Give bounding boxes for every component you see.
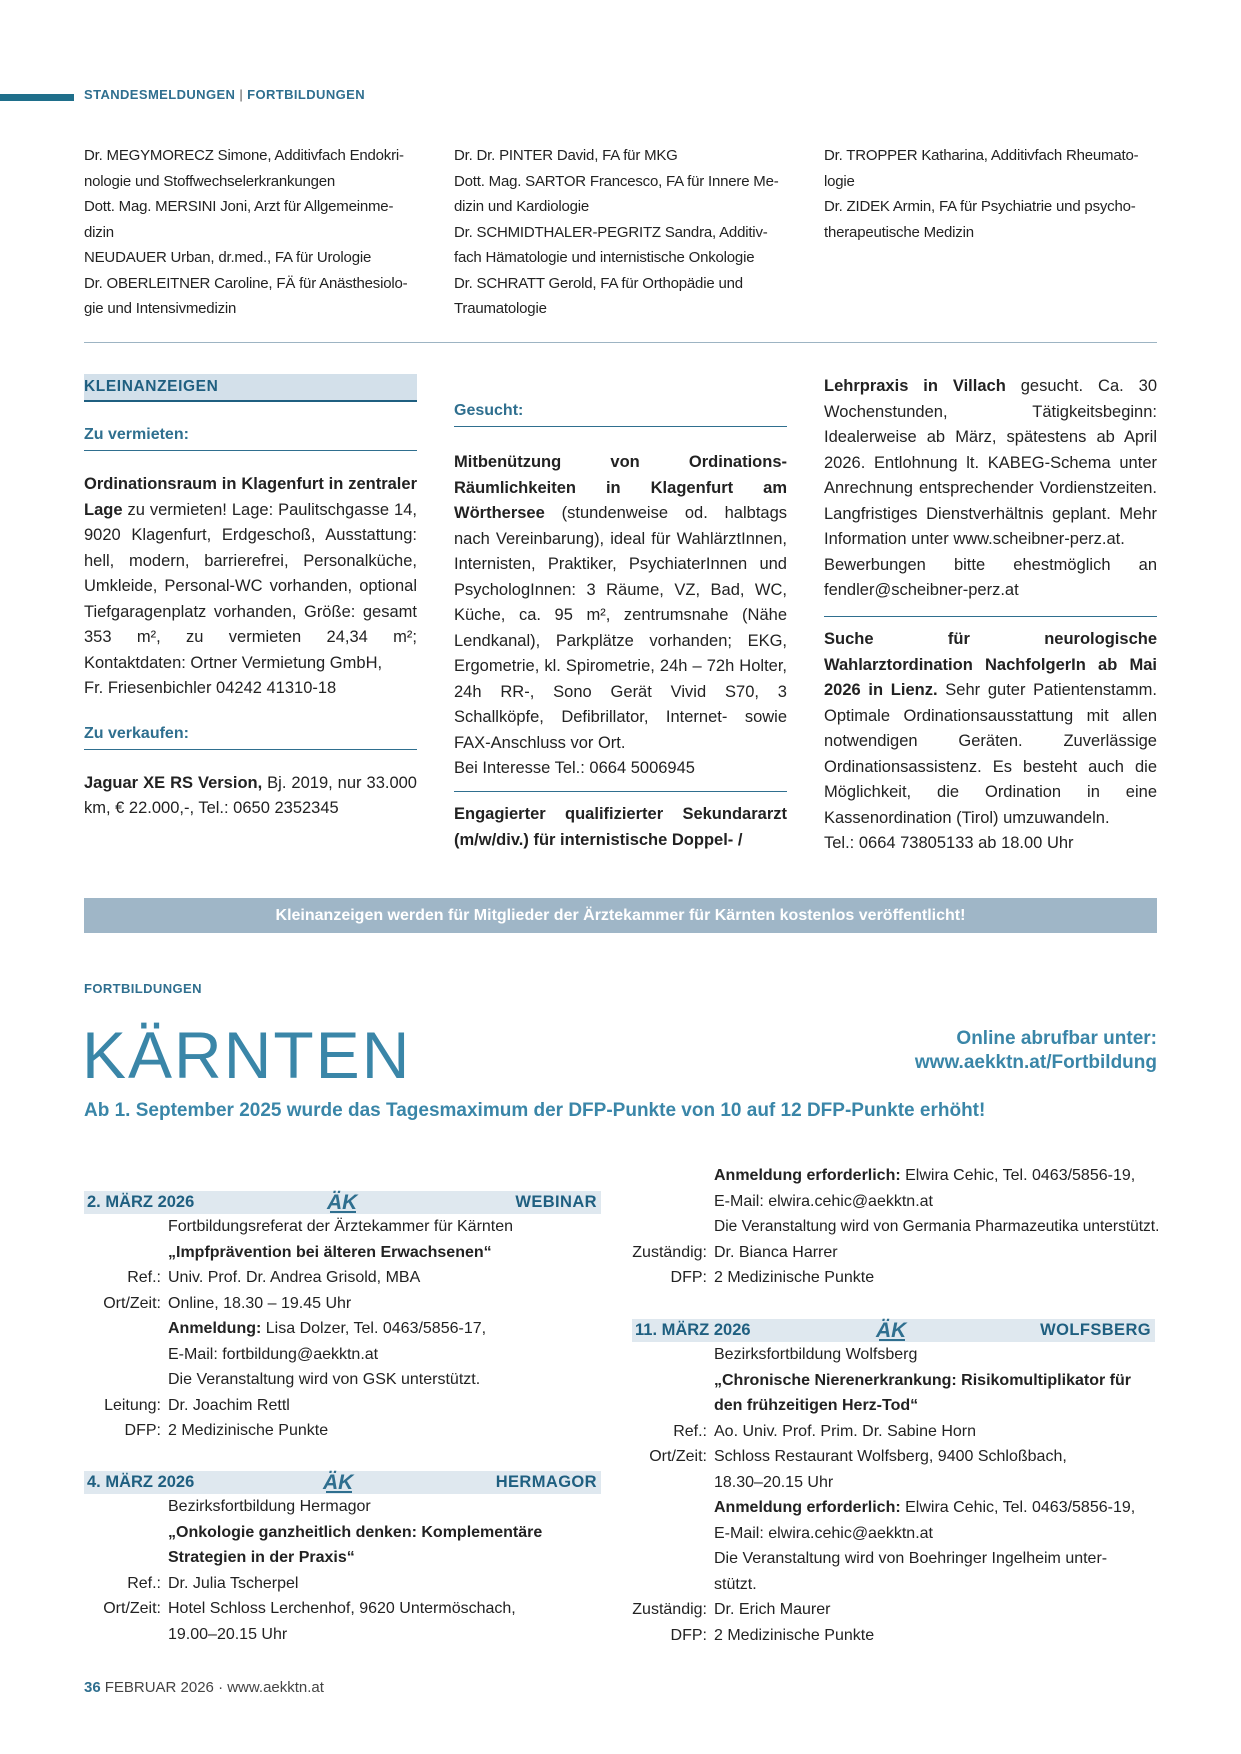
- ad-mitbenuetzung-text: (stundenweise od. halbtags nach Vereinbarung), ideal für WahlärztInnen, Internisten, Praktiker, PsychiaterInnen und PsychologInnen: 3 Räume, VZ, Bad, WC, Küche, ca. 95 m², zentrumsnahe (Nähe Lendkanal), Parkplätze vorhanden; EKG, Ergometrie, kl. Spirometrie, 24h – 72h Holter, 24h RR-, Sono Gerät Vivid S70, 3 Schallköpfe, Defibrillator, Internet- sowie FAX-Anschluss vor Ort.: [454, 504, 787, 752]
- fortbildungen-label: FORTBILDUNGEN: [84, 981, 202, 996]
- event-registration: [714, 1495, 1135, 1521]
- member-list-line: Dr. SCHRATT Gerold, FA für Orthopädie und: [454, 274, 743, 292]
- svg-text:ÄK: ÄK: [876, 1319, 907, 1342]
- ort-label: Ort/Zeit:: [103, 1294, 161, 1312]
- dfp-label: DFP:: [670, 1269, 707, 1286]
- online-link[interactable]: www.aekktn.at/Fortbildung: [914, 1052, 1157, 1073]
- header-accent-bar: [0, 94, 74, 101]
- ad-ordinationsraum-text: zu vermieten! Lage: Paulitschgasse 14, 9020 Klagenfurt, Erdgeschoß, Ausstattung: hell, modern, barrierefrei, Personalküche, Umkleide, Personal-WC vorhanden, optional Tiefgaragenplatz vorhanden, Größe: gesamt 353 m², zu vermieten 24,34 m²; Kontaktdaten: Ortner Vermietung GmbH,: [84, 500, 417, 672]
- registration-label: Anmeldung:: [168, 1320, 262, 1337]
- section-header-standesmeldungen: STANDESMELDUNGEN: [84, 87, 236, 102]
- aek-logo-icon: [322, 1467, 356, 1495]
- event-sponsor-2: stützt.: [714, 1575, 757, 1593]
- event-referent: Dr. Julia Tscherpel: [168, 1574, 299, 1592]
- member-list-line: Dott. Mag. MERSINI Joni, Arzt für Allgemeinme-: [84, 198, 394, 215]
- ad-jaguar-title: Jaguar XE RS Version,: [84, 773, 263, 792]
- online-label: Online abrufbar unter:: [956, 1028, 1157, 1049]
- svg-text:ÄK: ÄK: [323, 1471, 354, 1494]
- event-zustaendig: Dr. Bianca Harrer: [714, 1243, 838, 1261]
- ad-neurologie-text: Sehr guter Patientenstamm. Optimale Ordinationsausstattung mit allen notwendigen Geräten. Zuverlässige Ordinationsassistenz. Es besteht auch die Möglichkeit, die Ordination in eine Kassenordination (Tirol) umzuwandeln.: [824, 681, 1157, 827]
- event-title: „Impfprävention bei älteren Erwachsenen“: [168, 1243, 492, 1261]
- event-title: „Chronische Nierenerkrankung: Risikomultiplikator für: [714, 1371, 1131, 1389]
- zustaendig-label: Zuständig:: [632, 1243, 707, 1261]
- event-dfp: 2 Medizinische Punkte: [714, 1269, 875, 1286]
- event-organizer: Bezirksfortbildung Hermagor: [168, 1498, 371, 1515]
- member-list-line: dizin und Kardiologie: [454, 198, 590, 215]
- page-title: KÄRNTEN: [82, 1018, 412, 1092]
- kleinanzeigen-col-3: [824, 374, 1157, 857]
- member-list-line: fach Hämatologie und internistische Onkologie: [454, 249, 755, 266]
- event-email[interactable]: E-Mail: fortbildung@aekktn.at: [168, 1345, 379, 1363]
- event-sponsor: Die Veranstaltung wird von GSK unterstützt.: [168, 1371, 481, 1388]
- ref-label: Ref.:: [127, 1574, 161, 1592]
- event-title: „Onkologie ganzheitlich denken: Komplementäre: [168, 1523, 543, 1541]
- kleinanzeigen-col-2: [454, 400, 787, 853]
- event-sponsor: Die Veranstaltung wird von Boehringer Ingelheim unter-: [714, 1550, 1108, 1567]
- ad-neurologie-title: Suche für neurologische Wahlarztordination NachfolgerIn ab Mai 2026 in Lienz.: [824, 630, 1157, 699]
- page-footer: [84, 1679, 324, 1696]
- event-organizer: Fortbildungsreferat der Ärztekammer für Kärnten: [168, 1218, 514, 1235]
- ad-neurologie-contact: Tel.: 0664 73805133 ab 18.00 Uhr: [824, 834, 1074, 852]
- leitung-label: Leitung:: [104, 1396, 161, 1414]
- member-list-line: Dr. OBERLEITNER Caroline, FÄ für Anästhesiolo-: [84, 274, 408, 292]
- ad-mitbenuetzung: [454, 450, 787, 782]
- registration-label: Anmeldung erforderlich:: [714, 1499, 901, 1516]
- kleinanzeigen-title: KLEINANZEIGEN: [84, 374, 417, 402]
- section-header-fortbildungen: FORTBILDUNGEN: [247, 87, 365, 102]
- member-list-line: Dott. Mag. SARTOR Francesco, FA für Innere Me-: [454, 172, 779, 190]
- ad-ordinationsraum: [84, 472, 417, 702]
- event-organizer: Bezirksfortbildung Wolfsberg: [714, 1346, 918, 1363]
- member-list-col-1: [84, 143, 420, 322]
- ad-ordinationsraum-contact: Fr. Friesenbichler 04242 41310-18: [84, 679, 337, 697]
- ort-label: Ort/Zeit:: [649, 1448, 707, 1465]
- aek-logo-icon: [875, 1315, 909, 1343]
- event-sponsor: Die Veranstaltung wird von Germania Pharmazeutika unterstützt.: [714, 1218, 1160, 1235]
- section-divider: [84, 342, 1157, 343]
- ad-separator: [824, 616, 1157, 618]
- zu-verkaufen-heading: Zu verkaufen:: [84, 723, 417, 750]
- online-info: [915, 1027, 1157, 1075]
- event-email[interactable]: E-Mail: elwira.cehic@aekktn.at: [714, 1192, 933, 1210]
- member-list-col-3: [824, 143, 1160, 245]
- member-list-line: nologie und Stoffwechselerkrankungen: [84, 172, 336, 190]
- dfp-notice: Ab 1. September 2025 wurde das Tagesmaximum der DFP-Punkte von 10 auf 12 DFP-Punkte erhöht!: [84, 1100, 986, 1121]
- event-header-wolfsberg: [632, 1319, 1155, 1342]
- event-place: WOLFSBERG: [1040, 1321, 1151, 1339]
- event-registration: [714, 1163, 1135, 1189]
- member-list-col-2: [454, 143, 790, 322]
- member-list-line: Traumatologie: [454, 300, 547, 317]
- event-date: 11. MÄRZ 2026: [635, 1321, 751, 1339]
- ad-neurologie: [824, 627, 1157, 857]
- event-location: Schloss Restaurant Wolfsberg, 9400 Schloßbach,: [714, 1448, 1067, 1465]
- event-title-2: Strategien in der Praxis“: [168, 1549, 355, 1566]
- member-list-line: Dr. TROPPER Katharina, Additivfach Rheumato-: [824, 147, 1139, 164]
- event-header-hermagor: [84, 1471, 601, 1494]
- member-list-line: gie und Intensivmedizin: [84, 300, 237, 317]
- zustaendig-label: Zuständig:: [632, 1601, 707, 1618]
- registration-contact: Elwira Cehic, Tel. 0463/5856-19,: [900, 1499, 1136, 1516]
- event-title-2: den frühzeitigen Herz-Tod“: [714, 1397, 919, 1414]
- event-place: HERMAGOR: [495, 1473, 597, 1491]
- ad-sekundararzt-contact: Bewerbungen bitte ehestmöglich an fendler@scheibner-perz.at: [824, 555, 1157, 599]
- ad-ordinationsraum-title: Ordinationsraum in Klagenfurt in zentraler Lage: [84, 475, 417, 519]
- event-location: Hotel Schloss Lerchenhof, 9620 Untermöschach,: [168, 1600, 516, 1617]
- event-referent: Ao. Univ. Prof. Prim. Dr. Sabine Horn: [714, 1422, 977, 1440]
- ad-sekundararzt-text: gesucht. Ca. 30 Wochenstunden, Tätigkeitsbeginn: Idealerweise ab März, spätestens ab April 2026. Entlohnung lt. KABEG-Schema unter Anrechnung entsprechender Vordienstzeiten. Langfristiges Dienstverhältnis geplant. Mehr Information unter www.scheibner-perz.at.: [824, 377, 1157, 548]
- event-date: 4. MÄRZ 2026: [87, 1473, 195, 1491]
- ad-sekundararzt-title: Engagierter qualifizierter Sekundararzt (m/w/div.) für internistische Doppel- /: [454, 805, 787, 849]
- event-place: WEBINAR: [515, 1193, 597, 1211]
- dfp-label: DFP:: [670, 1626, 707, 1644]
- ref-label: Ref.:: [127, 1269, 161, 1286]
- registration-label: Anmeldung erforderlich:: [714, 1167, 901, 1184]
- member-list-line: Dr. Dr. PINTER David, FA für MKG: [454, 147, 678, 164]
- kleinanzeigen-banner: Kleinanzeigen werden für Mitglieder der Ärztekammer für Kärnten kostenlos veröffentlicht!: [84, 898, 1157, 933]
- member-list-line: NEUDAUER Urban, dr.med., FA für Urologie: [84, 249, 372, 266]
- registration-contact: Lisa Dolzer, Tel. 0463/5856-17,: [261, 1320, 487, 1337]
- aek-logo-icon: [326, 1187, 360, 1215]
- event-leitung: Dr. Joachim Rettl: [168, 1396, 290, 1414]
- event-header-webinar: [84, 1191, 601, 1214]
- member-list-line: Dr. ZIDEK Armin, FA für Psychiatrie und psycho-: [824, 198, 1136, 215]
- member-list-line: Dr. MEGYMORECZ Simone, Additivfach Endokri-: [84, 147, 404, 164]
- ad-sekundararzt-title-2: Lehrpraxis in Villach: [824, 377, 1006, 395]
- event-dfp: 2 Medizinische Punkte: [714, 1626, 875, 1644]
- event-dfp: 2 Medizinische Punkte: [168, 1422, 329, 1439]
- event-referent: Univ. Prof. Dr. Andrea Grisold, MBA: [168, 1269, 421, 1286]
- ad-jaguar: [84, 771, 417, 822]
- page-number: 36: [84, 1679, 101, 1696]
- dfp-label: DFP:: [124, 1422, 161, 1439]
- section-header-separator: |: [239, 87, 244, 102]
- ref-label: Ref.:: [673, 1422, 707, 1440]
- event-registration: [168, 1316, 486, 1342]
- ad-separator: [454, 791, 787, 793]
- event-time: 19.00–20.15 Uhr: [168, 1625, 288, 1643]
- ad-jaguar-text: Bj. 2019, nur 33.000 km, € 22.000,-, Tel.: 0650 2352345: [84, 773, 417, 817]
- svg-text:ÄK: ÄK: [327, 1191, 358, 1214]
- member-list-line: dizin: [84, 223, 114, 241]
- ort-label: Ort/Zeit:: [103, 1600, 161, 1617]
- ad-mitbenuetzung-contact: Bei Interesse Tel.: 0664 5006945: [454, 759, 695, 777]
- gesucht-heading: Gesucht:: [454, 400, 787, 427]
- event-date: 2. MÄRZ 2026: [87, 1193, 195, 1211]
- event-location: Online, 18.30 – 19.45 Uhr: [168, 1294, 352, 1312]
- footer-text: FEBRUAR 2026 · www.aekktn.at: [104, 1679, 324, 1696]
- member-list-line: logie: [824, 172, 855, 190]
- section-header: [84, 87, 365, 102]
- event-time: 18.30–20.15 Uhr: [714, 1473, 834, 1491]
- ad-mitbenuetzung-title: Mitbenützung von Ordinations-Räumlichkeiten in Klagenfurt am Wörthersee: [454, 453, 787, 522]
- member-list-line: Dr. SCHMIDTHALER-PEGRITZ Sandra, Additiv-: [454, 223, 768, 241]
- event-zustaendig: Dr. Erich Maurer: [714, 1601, 831, 1618]
- ad-sekundararzt-part1: [454, 802, 787, 853]
- zu-vermieten-heading: Zu vermieten:: [84, 424, 417, 451]
- kleinanzeigen-col-1: [84, 374, 417, 822]
- event-email[interactable]: E-Mail: elwira.cehic@aekktn.at: [714, 1524, 933, 1542]
- ad-sekundararzt-part2: [824, 374, 1157, 604]
- registration-contact: Elwira Cehic, Tel. 0463/5856-19,: [900, 1167, 1136, 1184]
- member-list-line: therapeutische Medizin: [824, 223, 974, 241]
